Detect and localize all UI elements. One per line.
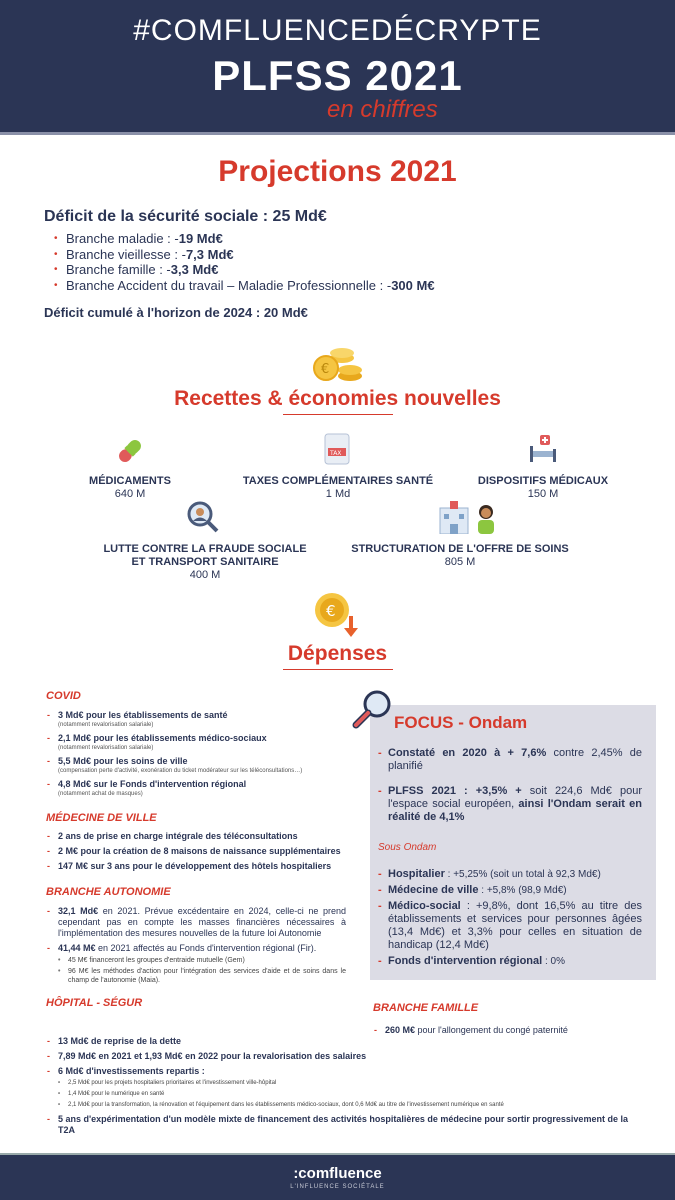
main-title: PLFSS 2021 (212, 52, 463, 99)
branch-item: • Branche maladie : -19 Md€ (48, 231, 435, 247)
sub-item: • 96 M€ les méthodes d'action pour l'intégration des services d'aide et de soins dans le champ de l'autonomie (Maia). (58, 967, 346, 985)
hospital-nurse-icon (438, 500, 500, 534)
tax-document-icon (322, 432, 352, 466)
focus-item: - Médico-social : +9,8%, dont 16,5% au titre des établissements et services pour personnes âgées (13,4 Md€) et 3,3% pour celles en situation de handicap (12,4 Md€) (378, 900, 642, 952)
list-item: - 5 ans d'expérimentation d'un modèle mixte de financement des activités hospitalières de médecine pour sortir progressivement de la T2A (46, 1114, 646, 1136)
recette-structuration: STRUCTURATION DE L'OFFRE DE SOINS 805 M (351, 543, 569, 568)
list-item: - 7,89 Md€ en 2021 et 1,93 Md€ en 2022 pour la revalorisation des salaires (46, 1051, 646, 1062)
sub-item: • 2,1 Md€ pour la transformation, la rénovation et l'équipement dans les établissements médico-sociaux, dont 0,6 Md€ au titre de l'investissement numérique en santé (58, 1101, 646, 1110)
list-item: - 4,8 Md€ sur le Fonds d'intervention régional (notamment achat de masques) (46, 779, 346, 798)
list-item: - 13 Md€ de reprise de la dette (46, 1036, 646, 1047)
list-item: - 5,5 Md€ pour les soins de ville (compensation perte d'activité, exonération du ticket modérateur sur les téléconsultations…) (46, 756, 346, 775)
list-item: - 41,44 M€ en 2021 affectés au Fonds d'intervention régional (Fir). • 45 M€ financeront les groupes d'entraide mutuelle (Gem) • 96 M€ les méthodes d'action pour l'intégration des services d'aide et de soins dans le champ de l'autonomie (Maia). (46, 943, 346, 985)
depenses-left-column (46, 690, 346, 1009)
section-medecine: MÉDECINE DE VILLE (46, 812, 157, 824)
recette-dispositifs: DISPOSITIFS MÉDICAUX 150 M (477, 475, 609, 500)
focus-item: - Constaté en 2020 à + 7,6% contre 2,45% de planifié (378, 747, 642, 773)
list-item: - 6 Md€ d'investissements repartis : • 2,5 Md€ pour les projets hospitaliers prioritaires et l'investissement ville-hôpital • 1,4 Md€ pour le numérique en santé • 2,1 Md€ pour la transformation, la rénovation et l'équipement dans les établissements médico-sociaux, dont 0,6 Md€ au titre de l'investissement numérique en santé (46, 1066, 646, 1110)
coin-down-arrow-icon (312, 590, 362, 640)
hopital-list (46, 1036, 646, 1140)
branch-item: • Branche famille : -3,3 Md€ (48, 262, 435, 278)
hospital-bed-icon (528, 434, 558, 464)
divider (283, 414, 393, 415)
list-item: - 260 M€ pour l'allongement du congé paternité (373, 1025, 653, 1036)
section-hopital: HÔPITAL - SÉGUR (46, 997, 143, 1009)
branch-item: • Branche vieillesse : -7,3 Md€ (48, 247, 435, 263)
footer (0, 1153, 675, 1200)
focus-item: - PLFSS 2021 : +3,5% + soit 224,6 Md€ pour l'espace social européen, ainsi l'Ondam serait en réalité de 4,1% (378, 785, 642, 824)
list-item: - 32,1 Md€ en 2021. Prévue excédentaire en 2024, celle-ci ne prend cependant pas en compte les masses financières nécessaires à l'implémentation des mesures nouvelles de la future loi Autonomie (46, 906, 346, 939)
svg-text:TAX: TAX (330, 450, 342, 457)
sub-item: • 2,5 Md€ pour les projets hospitaliers prioritaires et l'investissement ville-hôpital (58, 1079, 646, 1088)
focus-item: - Hospitalier : +5,25% (soit un total à 92,3 Md€) (378, 868, 642, 881)
focus-title: FOCUS - Ondam (394, 713, 528, 732)
header-banner (0, 0, 675, 135)
section-famille: BRANCHE FAMILLE (373, 1002, 479, 1014)
hashtag: #COMFLUENCEDÉCRYPTE (133, 14, 542, 47)
subtitle: en chiffres (327, 96, 438, 123)
recette-fraude: LUTTE CONTRE LA FRAUDE SOCIALE ET TRANSPORT SANITAIRE 400 M (103, 543, 307, 581)
magnifier-icon (350, 688, 394, 732)
list-item: - 3 Md€ pour les établissements de santé (notamment revalorisation salariale) (46, 710, 346, 729)
sub-item: • 45 M€ financeront les groupes d'entraide mutuelle (Gem) (58, 956, 346, 965)
focus-item: - Fonds d'intervention régional : 0% (378, 955, 642, 968)
branch-item: • Branche Accident du travail – Maladie Professionnelle : -300 M€ (48, 278, 435, 294)
branch-list (48, 231, 435, 293)
depenses-title: Dépenses (287, 642, 388, 665)
divider (283, 669, 393, 670)
svg-text:€: € (321, 362, 330, 377)
projections-title: Projections 2021 (218, 155, 457, 188)
sub-item: • 1,4 Md€ pour le numérique en santé (58, 1090, 646, 1099)
sous-ondam-label: Sous Ondam (378, 842, 437, 853)
deficit-heading: Déficit de la sécurité sociale : 25 Md€ (44, 208, 327, 225)
svg-text:€: € (326, 602, 336, 620)
list-item: - 2,1 Md€ pour les établissements médico-sociaux (notamment revalorisation salariale) (46, 733, 346, 752)
section-covid: COVID (46, 690, 81, 702)
focus-ondam-box (370, 705, 656, 980)
pill-icon (115, 436, 145, 466)
list-item: - 2 ans de prise en charge intégrale des téléconsultations (46, 831, 346, 842)
recette-taxes: TAXES COMPLÉMENTAIRES SANTÉ 1 Md (242, 475, 434, 500)
focus-item: - Médecine de ville : +5,8% (98,9 Md€) (378, 884, 642, 897)
recettes-title: Recettes & économies nouvelles (174, 387, 501, 410)
recette-medicaments: MÉDICAMENTS 640 M (89, 475, 171, 500)
magnifier-person-icon (186, 500, 220, 534)
list-item: - 147 M€ sur 3 ans pour le développement des hôtels hospitaliers (46, 861, 346, 872)
coins-icon (312, 346, 364, 384)
footer-tagline: L'INFLUENCE SOCIÉTALE (290, 1184, 385, 1190)
section-autonomie: BRANCHE AUTONOMIE (46, 886, 171, 898)
list-item: - 2 M€ pour la création de 8 maisons de naissance supplémentaires (46, 846, 346, 857)
deficit-cumul: Déficit cumulé à l'horizon de 2024 : 20 Md€ (44, 305, 308, 320)
footer-logo: :comfluence (293, 1165, 382, 1182)
